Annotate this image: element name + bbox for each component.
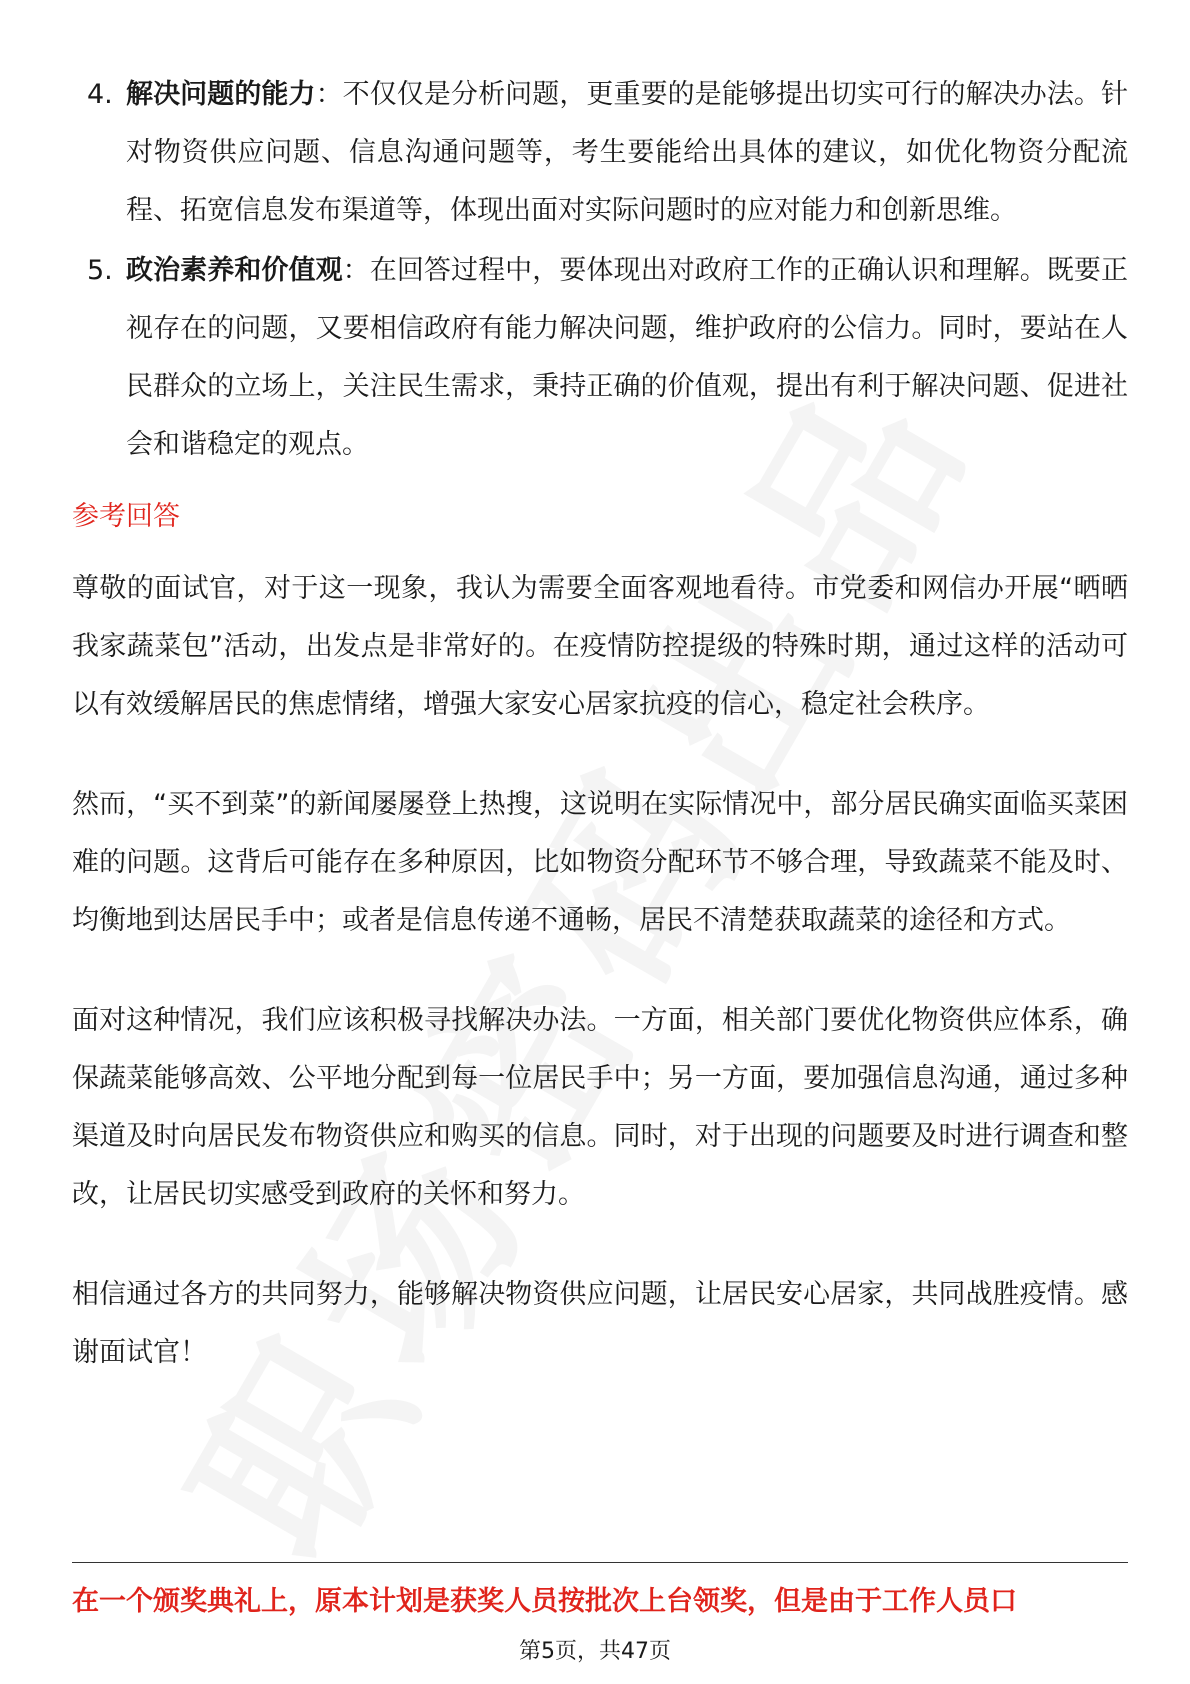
document-body	[72, 66, 1128, 1382]
list-item-number: 5.	[87, 255, 113, 286]
list-item-text: ：不仅仅是分析问题，更重要的是能够提出切实可行的解决办法。针对物资供应问题、信息沟通问题等，考生要能给出具体的建议，如优化物资分配流程、拓宽信息发布渠道等，体现出面对实际问题时的应对能力和创新思维。	[126, 79, 1129, 226]
list-item-title: 解决问题的能力	[126, 79, 316, 110]
answer-paragraph-1: 尊敬的面试官，对于这一现象，我认为需要全面客观地看待。市党委和网信办开展“晒晒我家蔬菜包”活动，出发点是非常好的。在疫情防控提级的特殊时期，通过这样的活动可以有效缓解居民的焦虑情绪，增强大家安心居家抗疫的信心，稳定社会秩序。	[72, 573, 1128, 720]
footer-divider	[72, 1562, 1128, 1563]
list-item-number: 4.	[87, 79, 113, 110]
list-item-text: ：在回答过程中，要体现出对政府工作的正确认识和理解。既要正视存在的问题，又要相信政府有能力解决问题，维护政府的公信力。同时，要站在人民群众的立场上，关注民生需求，秉持正确的价值观，提出有利于解决问题、促进社会和谐稳定的观点。	[126, 255, 1129, 460]
answer-paragraph-3: 面对这种情况，我们应该积极寻找解决办法。一方面，相关部门要优化物资供应体系，确保蔬菜能够高效、公平地分配到每一位居民手中；另一方面，要加强信息沟通，通过多种渠道及时向居民发布物资供应和购买的信息。同时，对于出现的问题要及时进行调查和整改，让居民切实感受到政府的关怀和努力。	[72, 1005, 1128, 1210]
list-item-title: 政治素养和价值观	[126, 255, 343, 286]
page-number: 第5页，共47页	[519, 1639, 671, 1664]
list-item-5	[72, 242, 1128, 474]
section-title-reference-answer: 参考回答	[72, 501, 180, 532]
footer-promo-text: 在一个颁奖典礼上，原本计划是获奖人员按批次上台领奖，但是由于工作人员口	[72, 1586, 1017, 1617]
list-item-4	[72, 66, 1128, 240]
answer-paragraph-4: 相信通过各方的共同努力，能够解决物资供应问题，让居民安心居家，共同战胜疫情。感谢面试官！	[72, 1279, 1128, 1368]
answer-paragraph-2: 然而，“买不到菜”的新闻屡屡登上热搜，这说明在实际情况中，部分居民确实面临买菜困难的问题。这背后可能存在多种原因，比如物资分配环节不够合理，导致蔬菜不能及时、均衡地到达居民手中；或者是信息传递不通畅，居民不清楚获取蔬菜的途径和方式。	[72, 789, 1128, 936]
